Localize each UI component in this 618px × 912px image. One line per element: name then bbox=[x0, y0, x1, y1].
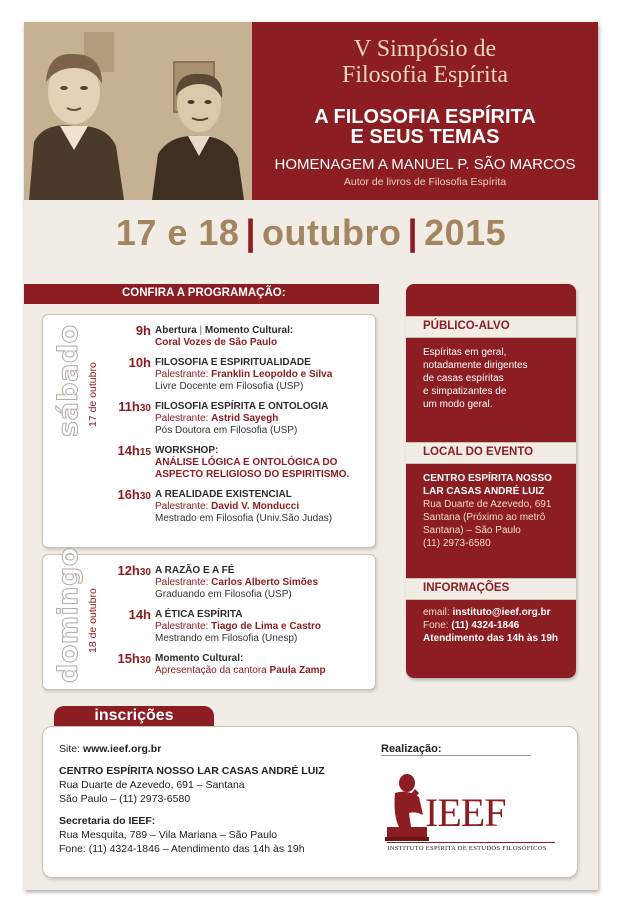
phone-number: (11) 4324-1846 bbox=[451, 620, 520, 631]
event-date bbox=[24, 212, 598, 254]
item-time: 10h bbox=[128, 355, 151, 370]
venue-address: Rua Duarte de Azevedo, 691 – Santana bbox=[59, 779, 245, 791]
item-time: 9h bbox=[135, 323, 151, 338]
item-desc: A ÉTICA ESPÍRITA Palestrante: Tiago de Lima e Castro Mestrando em Filosofia (Unesp) bbox=[155, 609, 321, 644]
program-title: CONFIRA A PROGRAMAÇÃO: bbox=[122, 287, 286, 299]
publico-header bbox=[406, 316, 576, 338]
item-time: 11h30 bbox=[118, 399, 151, 414]
item-desc: A REALIDADE EXISTENCIAL Palestrante: David V. Monducci Mestrado em Filosofia (Univ.São Judas) bbox=[155, 489, 333, 524]
date-separator: | bbox=[245, 212, 257, 253]
email-link[interactable]: instituto@ieef.org.br bbox=[452, 607, 551, 618]
info-header bbox=[406, 578, 576, 600]
venue-name: CENTRO ESPÍRITA NOSSO LAR CASAS ANDRÉ LUIZ bbox=[59, 765, 325, 777]
local-header bbox=[406, 442, 576, 464]
program-header bbox=[24, 284, 379, 304]
homage-line: HOMENAGEM A MANUEL P. SÃO MARCOS bbox=[274, 156, 576, 173]
publico-line: de casas espíritas bbox=[423, 373, 504, 384]
portrait-photo bbox=[24, 22, 252, 200]
item-time: 12h30 bbox=[117, 563, 151, 578]
item-time: 14h15 bbox=[117, 443, 151, 458]
secretary-title: Secretaria do IEEF: bbox=[59, 815, 156, 827]
ieef-logo bbox=[377, 771, 557, 869]
publico-line: e simpatizantes de bbox=[423, 386, 507, 397]
local-addr-line: Santana (Próximo ao metrô bbox=[423, 512, 546, 523]
sunday-date: 18 de outubro bbox=[87, 588, 99, 653]
inscricoes-card bbox=[42, 726, 578, 878]
realizacao-label: Realização: bbox=[381, 743, 442, 755]
local-addr-line: Santana) – São Paulo bbox=[423, 525, 521, 536]
logo-rule bbox=[387, 842, 555, 843]
hours-text: Atendimento das 14h às 19h bbox=[423, 633, 559, 644]
item-time: 15h30 bbox=[117, 651, 151, 666]
local-name-line: LAR CASAS ANDRÉ LUIZ bbox=[423, 486, 545, 497]
secretary-address: Rua Mesquita, 789 – Vila Mariana – São Paulo bbox=[59, 829, 278, 841]
saturday-card bbox=[42, 314, 376, 548]
realizacao-divider bbox=[381, 755, 531, 756]
item-desc: A RAZÃO E A FÉ Palestrante: Carlos Alberto Simões Graduando em Filosofia (USP) bbox=[155, 565, 319, 600]
info-panel bbox=[406, 284, 576, 678]
email-label: email: bbox=[423, 607, 450, 618]
logo-text: IEEF bbox=[425, 790, 506, 835]
publico-line: Espíritas em geral, bbox=[423, 347, 507, 358]
date-year: 2015 bbox=[424, 212, 507, 253]
saturday-label bbox=[53, 324, 84, 437]
phone-label: Fone: bbox=[423, 620, 449, 631]
item-desc: Abertura | Momento Cultural: Coral Vozes de São Paulo bbox=[155, 325, 294, 348]
theme-title-line1: A FILOSOFIA ESPÍRITA bbox=[314, 106, 536, 128]
local-name-line: CENTRO ESPÍRITA NOSSO bbox=[423, 473, 552, 484]
site-link[interactable]: www.ieef.org.br bbox=[82, 743, 162, 755]
hero-banner bbox=[252, 22, 598, 200]
symposium-title bbox=[252, 36, 598, 88]
publico-text bbox=[423, 346, 573, 411]
sunday-day: domingo bbox=[53, 547, 84, 683]
event-poster bbox=[24, 22, 598, 890]
publico-line: um modo geral. bbox=[423, 399, 493, 410]
info-title: INFORMAÇÕES bbox=[423, 582, 510, 594]
local-addr-line: Rua Duarte de Azevedo, 691 bbox=[423, 499, 552, 510]
venue-city: São Paulo – (11) 2973-6580 bbox=[59, 793, 191, 805]
item-desc: WORKSHOP: ANÁLISE LÓGICA E ONTOLÓGICA DO ASPECTO RELIGIOSO DO ESPIRITISMO. bbox=[155, 445, 350, 480]
local-text bbox=[423, 472, 573, 550]
item-desc: FILOSOFIA ESPÍRITA E ONTOLOGIA Palestrante: Astrid Sayegh Pós Doutora em Filosofia (USP) bbox=[155, 401, 329, 436]
info-text bbox=[423, 606, 573, 645]
theme-title-line2: E SEUS TEMAS bbox=[350, 126, 500, 148]
site-line: Site: www.ieef.org.br bbox=[59, 743, 162, 755]
date-month: outubro bbox=[262, 212, 402, 253]
item-time: 14h bbox=[128, 607, 151, 622]
item-time: 16h30 bbox=[117, 487, 151, 502]
theme-title bbox=[252, 107, 598, 147]
item-desc: FILOSOFIA E ESPIRITUALIDADE Palestrante: Franklin Leopoldo e Silva Livre Docente em Filosofia (USP) bbox=[155, 357, 333, 392]
saturday-day: sábado bbox=[53, 324, 84, 437]
local-addr-line: (11) 2973-6580 bbox=[423, 538, 491, 549]
local-title: LOCAL DO EVENTO bbox=[423, 446, 534, 458]
publico-title: PÚBLICO-ALVO bbox=[423, 320, 510, 332]
date-separator: | bbox=[407, 212, 419, 253]
inscricoes-tab bbox=[54, 706, 214, 728]
author-line: Autor de livros de Filosofia Espírita bbox=[343, 176, 507, 188]
saturday-date-label bbox=[83, 362, 101, 427]
portrait-image bbox=[24, 22, 252, 200]
inscricoes-title: inscrições bbox=[94, 707, 174, 724]
item-desc: Momento Cultural: Apresentação da cantora Paula Zamp bbox=[155, 653, 326, 676]
symposium-title-line2: Filosofia Espírita bbox=[342, 62, 508, 88]
saturday-date: 17 de outubro bbox=[87, 362, 99, 427]
date-days: 17 e 18 bbox=[115, 212, 240, 253]
sunday-card bbox=[42, 547, 376, 690]
symposium-title-line1: V Simpósio de bbox=[353, 36, 497, 62]
secretary-phone: Fone: (11) 4324-1846 – Atendimento das 14h às 19h bbox=[59, 843, 305, 855]
logo-subtitle: INSTITUTO ESPÍRITA DE ESTUDOS FILOSÓFICOS bbox=[387, 845, 547, 852]
publico-line: notadamente dirigentes bbox=[423, 360, 528, 371]
